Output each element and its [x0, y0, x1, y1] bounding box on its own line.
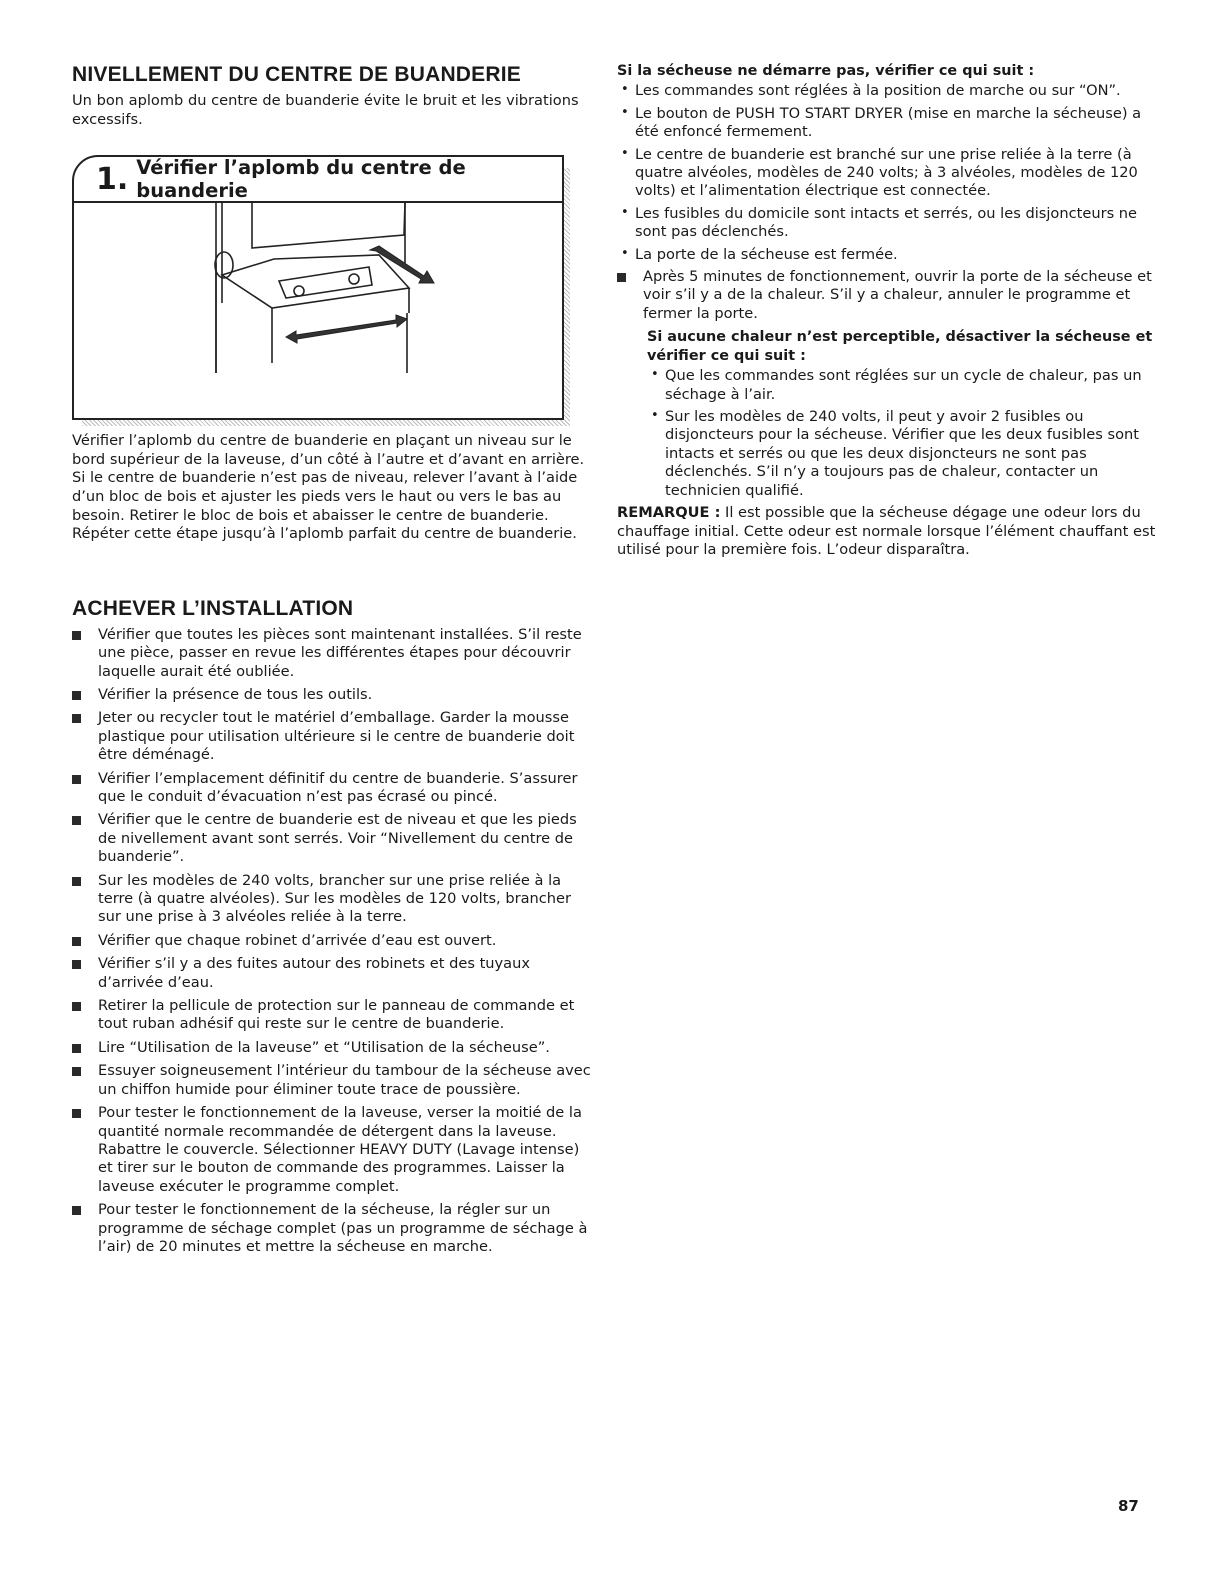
step-header [74, 157, 562, 203]
remark [617, 504, 1157, 560]
leveling-body: Vérifier l’aplomb du centre de buanderie en plaçant un niveau sur le bord supérieur de la laveuse, d’un côté à l’autre et d’avant en arrière. Si le centre de buanderie n’est pas de niveau, relever l’avant à l’aide d’un bloc de bois et ajuster les pieds vers le haut ou vers le bas au besoin. Retirer le bloc de bois et abaisser le centre de buanderie. Répéter cette étape jusqu’à l’aplomb parfait du centre de buanderie. [72, 432, 585, 543]
leveling-title: NIVELLEMENT DU CENTRE DE BUANDERIE [72, 63, 521, 86]
complete-list [72, 626, 596, 1257]
right-column [617, 62, 1157, 560]
list-item: Pour tester le fonctionnement de la laveuse, verser la moitié de la quantité normale recommandée de détergent dans la laveuse. Rabattre le couvercle. Sélectionner HEAVY DUTY (Lavage intense) et tirer sur le bouton de commande des programmes. Laisser la laveuse exécuter le programme complet. [72, 1104, 596, 1196]
remark-text: Il est possible que la sécheuse dégage une odeur lors du chauffage initial. Cette odeur est normale lorsque l’élément chauffant est utilisé pour la première fois. L’odeur disparaîtra. [617, 503, 1156, 559]
list-item: Vérifier la présence de tous les outils. [72, 686, 596, 704]
list-item [617, 268, 1157, 323]
list-item: Lire “Utilisation de la laveuse” et “Utilisation de la sécheuse”. [72, 1039, 596, 1057]
list-item: Vérifier l’emplacement définitif du centre de buanderie. S’assurer que le conduit d’évacuation n’est pas écrasé ou pincé. [72, 770, 596, 807]
list-item: • Le centre de buanderie est branché sur une prise reliée à la terre (à quatre alvéoles, modèles de 240 volts; à 3 alvéoles, modèles de 120 volts) et l’alimentation électrique est connectée. [621, 146, 1157, 201]
page-number: 87 [1118, 1497, 1139, 1515]
after-5-text: Après 5 minutes de fonctionnement, ouvrir la porte de la sécheuse et voir s’il y a de la chaleur. S’il y a chaleur, annuler le programme et fermer la porte. [643, 268, 1152, 322]
list-item: Vérifier s’il y a des fuites autour des robinets et des tuyaux d’arrivée d’eau. [72, 955, 596, 992]
list-item: Vérifier que toutes les pièces sont maintenant installées. S’il reste une pièce, passer en revue les différentes étapes pour découvrir laquelle aurait été oubliée. [72, 626, 596, 681]
list-item: Vérifier que chaque robinet d’arrivée d’eau est ouvert. [72, 932, 596, 950]
complete-title: ACHEVER L’INSTALLATION [72, 596, 354, 620]
list-item: Essuyer soigneusement l’intérieur du tambour de la sécheuse avec un chiffon humide pour éliminer toute trace de poussière. [72, 1062, 596, 1099]
left-column [72, 62, 596, 1261]
no-heat-list [651, 367, 1157, 500]
list-item: • La porte de la sécheuse est fermée. [621, 246, 1157, 264]
list-item: • Le bouton de PUSH TO START DRYER (mise en marche la sécheuse) a été enfoncé fermement. [621, 105, 1157, 142]
remark-label: REMARQUE : [617, 503, 721, 521]
heat-check-list [617, 268, 1157, 323]
list-item: Sur les modèles de 240 volts, brancher sur une prise reliée à la terre (à quatre alvéoles). Sur les modèles de 120 volts, brancher sur une prise à 3 alvéoles reliée à la terre. [72, 872, 596, 927]
list-item: • Que les commandes sont réglées sur un cycle de chaleur, pas un séchage à l’air. [651, 367, 1157, 404]
level-check-drawing [74, 203, 562, 418]
list-item: Pour tester le fonctionnement de la sécheuse, la régler sur un programme de séchage complet (pas un programme de séchage à l’air) de 20 minutes et mettre la sécheuse en marche. [72, 1201, 596, 1256]
leveling-figure [72, 155, 564, 420]
step-title: Vérifier l’aplomb du centre de buanderie [136, 156, 466, 203]
no-heat-block [647, 328, 1157, 500]
list-item: • Les fusibles du domicile sont intacts et serrés, ou les disjoncteurs ne sont pas déclenchés. [621, 205, 1157, 242]
list-item: • Les commandes sont réglées à la position de marche ou sur “ON”. [621, 82, 1157, 100]
list-item: Retirer la pellicule de protection sur le panneau de commande et tout ruban adhésif qui reste sur le centre de buanderie. [72, 997, 596, 1034]
no-heat-heading: Si aucune chaleur n’est perceptible, désactiver la sécheuse et vérifier ce qui suit : [647, 329, 1153, 364]
list-item: • Sur les modèles de 240 volts, il peut y avoir 2 fusibles ou disjoncteurs pour la sécheuse. Vérifier que les deux fusibles sont intacts et serrés ou que les deux disjoncteurs ne sont pas déclenchés. S’il n’y a toujours pas de chaleur, contacter un technicien qualifié. [651, 408, 1157, 500]
list-item: Vérifier que le centre de buanderie est de niveau et que les pieds de nivellement avant sont serrés. Voir “Nivellement du centre de buanderie”. [72, 811, 596, 866]
laundry-center-illustration [74, 203, 562, 418]
leveling-intro: Un bon aplomb du centre de buanderie évite le bruit et les vibrations excessifs. [72, 92, 579, 128]
no-start-list [621, 82, 1157, 264]
list-item: Jeter ou recycler tout le matériel d’emballage. Garder la mousse plastique pour utilisation ultérieure si le centre de buanderie doit être déménagé. [72, 709, 596, 764]
no-start-heading: Si la sécheuse ne démarre pas, vérifier ce qui suit : [617, 63, 1035, 79]
step-number: 1. [96, 161, 129, 197]
